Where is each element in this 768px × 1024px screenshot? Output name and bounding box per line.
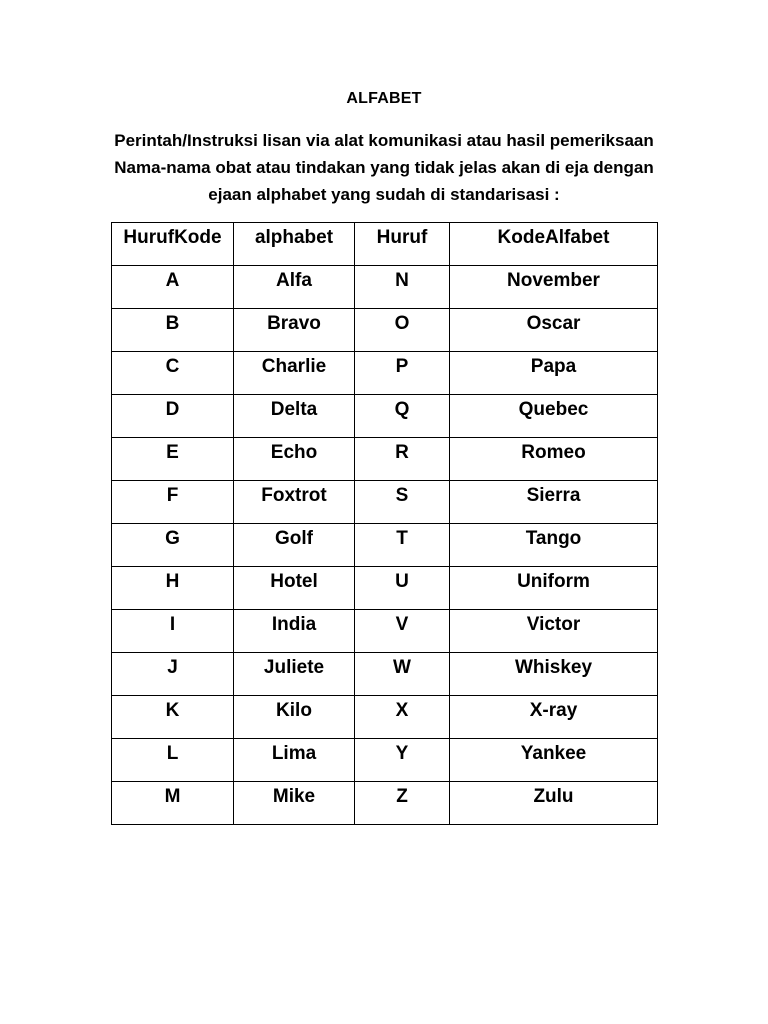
cell-text: Papa: [530, 356, 577, 377]
cell-text: K: [165, 700, 180, 721]
cell-text: Y: [395, 743, 409, 764]
cell-text: Mike: [272, 786, 316, 807]
header-cell-code-alphabet: [450, 223, 658, 266]
table-row: [112, 567, 658, 610]
intro-paragraph: [0, 127, 768, 208]
cell-codeword: [450, 309, 658, 352]
cell-codeword: [234, 524, 355, 567]
cell-letter: [355, 309, 450, 352]
cell-codeword: [450, 739, 658, 782]
cell-text: C: [165, 356, 180, 377]
cell-text: P: [395, 356, 409, 377]
cell-codeword: [234, 395, 355, 438]
cell-codeword: [450, 266, 658, 309]
phonetic-alphabet-table: [111, 222, 658, 825]
cell-letter: [355, 567, 450, 610]
cell-text: X-ray: [529, 700, 578, 721]
cell-text: Zulu: [533, 786, 574, 807]
cell-codeword: [450, 653, 658, 696]
cell-text: I: [169, 614, 176, 635]
table-header-row: [112, 223, 658, 266]
cell-letter: [355, 481, 450, 524]
cell-letter: [112, 266, 234, 309]
cell-codeword: [234, 266, 355, 309]
cell-text: Lima: [271, 743, 317, 764]
cell-text: R: [395, 442, 409, 463]
cell-codeword: [450, 610, 658, 653]
cell-text: Golf: [275, 528, 313, 549]
cell-text: Echo: [270, 442, 318, 463]
table-row: [112, 610, 658, 653]
cell-text: W: [393, 657, 411, 678]
cell-text: Hotel: [270, 571, 318, 592]
cell-text: S: [395, 485, 409, 506]
cell-letter: [355, 352, 450, 395]
cell-codeword: [234, 782, 355, 825]
cell-text: Q: [394, 399, 410, 420]
cell-codeword: [450, 696, 658, 739]
intro-line: ejaan alphabet yang sudah di standarisasi :: [208, 185, 560, 204]
cell-codeword: [450, 438, 658, 481]
cell-text: J: [167, 657, 178, 678]
cell-text: India: [271, 614, 317, 635]
cell-codeword: [234, 696, 355, 739]
cell-letter: [355, 610, 450, 653]
cell-letter: [355, 524, 450, 567]
cell-text: November: [507, 270, 600, 291]
cell-text: H: [165, 571, 180, 592]
cell-letter: [355, 266, 450, 309]
cell-codeword: [450, 782, 658, 825]
header-cell-alphabet: [234, 223, 355, 266]
table-row: [112, 352, 658, 395]
table-row: [112, 696, 658, 739]
cell-text: Whiskey: [514, 657, 593, 678]
cell-text: U: [395, 571, 409, 592]
header-cell-letter: [355, 223, 450, 266]
cell-letter: [112, 610, 234, 653]
cell-codeword: [234, 610, 355, 653]
table-row: [112, 309, 658, 352]
cell-letter: [112, 524, 234, 567]
cell-codeword: [234, 352, 355, 395]
cell-text: M: [164, 786, 181, 807]
cell-codeword: [450, 567, 658, 610]
cell-letter: [112, 696, 234, 739]
table-row: [112, 782, 658, 825]
cell-letter: [112, 438, 234, 481]
cell-text: Foxtrot: [261, 485, 327, 506]
cell-text: E: [166, 442, 179, 463]
cell-text: Romeo: [521, 442, 586, 463]
cell-letter: [112, 395, 234, 438]
table-row: [112, 438, 658, 481]
cell-letter: [112, 739, 234, 782]
cell-letter: [355, 782, 450, 825]
cell-text: Quebec: [518, 399, 589, 420]
cell-letter: [112, 481, 234, 524]
cell-text: Tango: [525, 528, 582, 549]
cell-text: N: [395, 270, 409, 291]
cell-text: V: [395, 614, 409, 635]
cell-letter: [355, 395, 450, 438]
header-label: KodeAlfabet: [497, 227, 610, 248]
cell-letter: [112, 309, 234, 352]
page-title: ALFABET: [346, 90, 422, 107]
cell-text: Victor: [526, 614, 581, 635]
intro-line: Nama-nama obat atau tindakan yang tidak jelas akan di eja dengan: [114, 158, 654, 177]
cell-codeword: [450, 395, 658, 438]
cell-letter: [355, 438, 450, 481]
cell-text: G: [165, 528, 180, 549]
cell-text: Kilo: [276, 700, 312, 721]
cell-codeword: [234, 739, 355, 782]
cell-text: Sierra: [526, 485, 581, 506]
cell-letter: [112, 352, 234, 395]
cell-letter: [355, 696, 450, 739]
cell-letter: [355, 653, 450, 696]
header-label: HurufKode: [123, 227, 222, 248]
cell-text: D: [165, 399, 180, 420]
table-row: [112, 481, 658, 524]
cell-codeword: [234, 309, 355, 352]
cell-text: O: [394, 313, 410, 334]
cell-text: B: [165, 313, 180, 334]
cell-codeword: [450, 524, 658, 567]
table-row: [112, 266, 658, 309]
table-body: [112, 266, 658, 825]
table-row: [112, 395, 658, 438]
cell-text: Oscar: [526, 313, 581, 334]
cell-text: Bravo: [267, 313, 321, 334]
cell-letter: [112, 653, 234, 696]
header-label: alphabet: [254, 227, 334, 248]
cell-text: Uniform: [517, 571, 590, 592]
cell-codeword: [234, 481, 355, 524]
cell-codeword: [450, 352, 658, 395]
cell-text: Juliete: [263, 657, 325, 678]
cell-letter: [112, 567, 234, 610]
cell-text: Charlie: [261, 356, 327, 377]
cell-text: Delta: [270, 399, 318, 420]
table-row: [112, 524, 658, 567]
table-row: [112, 739, 658, 782]
intro-line: Perintah/Instruksi lisan via alat komunikasi atau hasil pemeriksaan: [114, 131, 654, 150]
cell-text: Yankee: [520, 743, 587, 764]
header-label: Huruf: [376, 227, 428, 248]
header-cell-letter-code: [112, 223, 234, 266]
cell-codeword: [234, 653, 355, 696]
cell-text: T: [396, 528, 408, 549]
cell-text: Z: [396, 786, 408, 807]
cell-text: F: [166, 485, 179, 506]
cell-text: A: [165, 270, 180, 291]
cell-letter: [355, 739, 450, 782]
cell-codeword: [450, 481, 658, 524]
cell-letter: [112, 782, 234, 825]
cell-text: Alfa: [276, 270, 312, 291]
cell-codeword: [234, 567, 355, 610]
cell-text: X: [395, 700, 409, 721]
cell-text: L: [166, 743, 179, 764]
table-row: [112, 653, 658, 696]
cell-codeword: [234, 438, 355, 481]
